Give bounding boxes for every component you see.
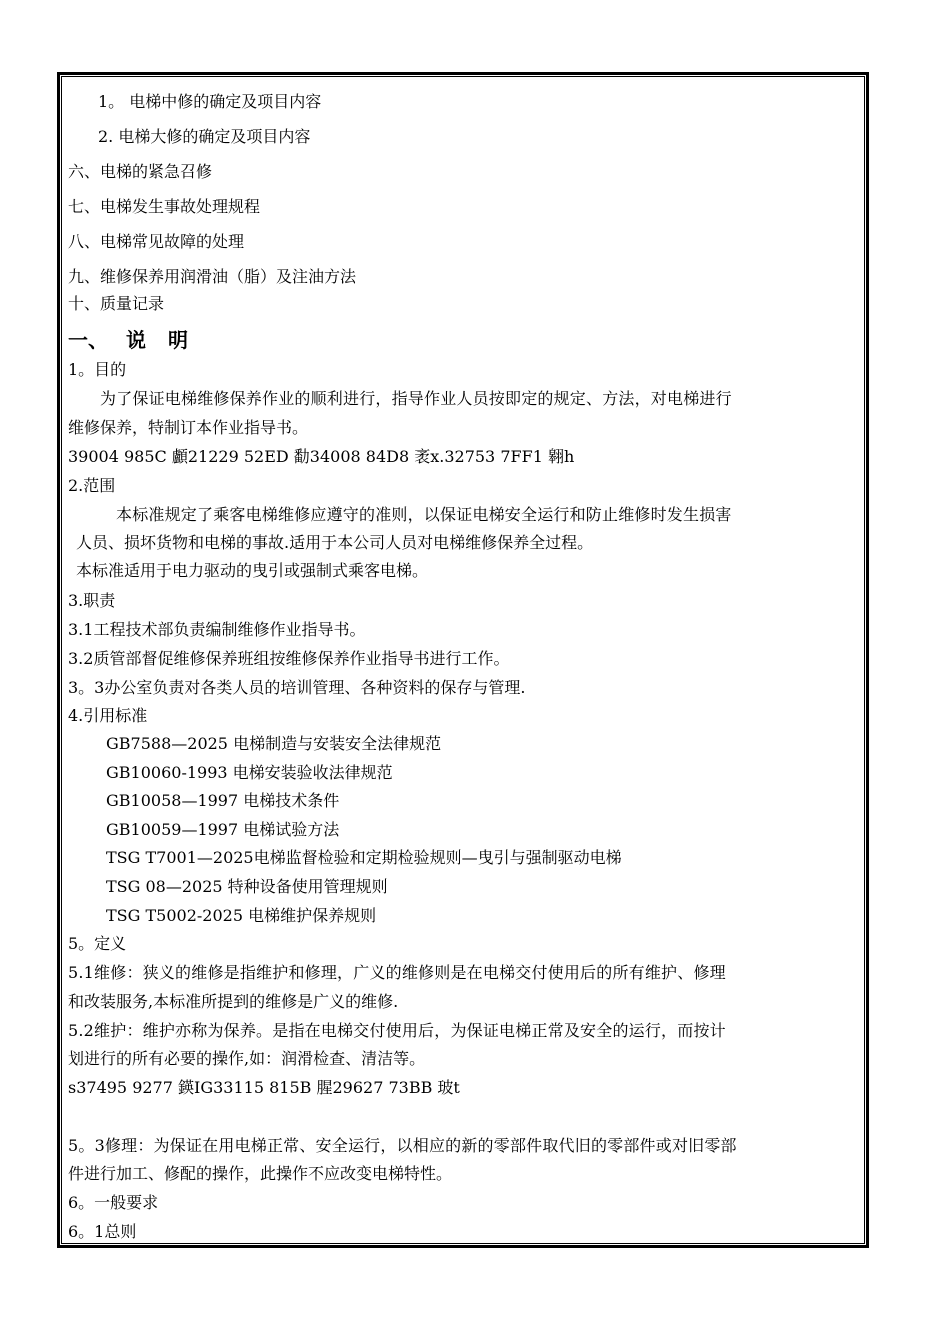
- general-title: 6。一般要求: [68, 1193, 159, 1212]
- ref-item: TSG 08—2025 特种设备使用管理规则: [106, 877, 388, 896]
- def-title: 5。定义: [68, 934, 127, 953]
- duty-item: 3.1工程技术部负责编制维修作业指导书。: [68, 620, 366, 639]
- toc-item: 十、质量记录: [68, 294, 165, 313]
- toc-item: 2. 电梯大修的确定及项目内容: [98, 127, 311, 146]
- ref-item: GB10060-1993 电梯安装验收法律规范: [106, 763, 393, 782]
- duty-item: 3.2质管部督促维修保养班组按维修保养作业指导书进行工作。: [68, 649, 510, 668]
- paragraph-line: 本标准适用于电力驱动的曳引或强制式乘客电梯。: [76, 561, 429, 580]
- paragraph-line: 5.1维修：狭义的维修是指维护和修理，广义的维修则是在电梯交付使用后的所有维护、修理: [68, 963, 726, 982]
- ref-item: TSG T5002-2025 电梯维护保养规则: [106, 906, 377, 925]
- ref-item: TSG T7001—2025电梯监督检验和定期检验规则—曳引与强制驱动电梯: [106, 848, 622, 867]
- paragraph-line: 人员、损坏货物和电梯的事故.适用于本公司人员对电梯维修保养全过程。: [76, 533, 594, 552]
- paragraph-line: 件进行加工、修配的操作，此操作不应改变电梯特性。: [68, 1164, 453, 1183]
- heading-char: 说: [126, 328, 146, 352]
- section-heading: [68, 330, 188, 350]
- scope-title: 2.范围: [68, 476, 116, 495]
- toc-item: 1。 电梯中修的确定及项目内容: [98, 92, 322, 111]
- general-item: 6。1总则: [68, 1222, 137, 1241]
- ref-item: GB10059—1997 电梯试验方法: [106, 820, 340, 839]
- toc-item: 七、电梯发生事故处理规程: [68, 197, 261, 216]
- paragraph-line: 5。3修理：为保证在用电梯正常、安全运行，以相应的新的零部件取代旧的零部件或对旧零部: [68, 1136, 737, 1155]
- toc-item: 九、维修保养用润滑油（脂）及注油方法: [68, 267, 357, 286]
- paragraph-line: 划进行的所有必要的操作,如：润滑检查、清洁等。: [68, 1049, 426, 1068]
- paragraph-line: 本标准规定了乘客电梯维修应遵守的准则，以保证电梯安全运行和防止维修时发生损害: [116, 505, 732, 524]
- ref-item: GB7588—2025 电梯制造与安装安全法律规范: [106, 734, 442, 753]
- ref-item: GB10058—1997 电梯技术条件: [106, 791, 340, 810]
- duty-title: 3.职责: [68, 591, 116, 610]
- ref-title: 4.引用标准: [68, 706, 148, 725]
- noise-line: 39004 985C 顱21229 52ED 勫34008 84D8 袤x.32753 7FF1 翱h: [68, 447, 575, 466]
- paragraph-line: 为了保证电梯维修保养作业的顺利进行，指导作业人员按即定的规定、方法，对电梯进行: [100, 389, 732, 408]
- purpose-title: 1。目的: [68, 360, 127, 379]
- heading-number: 一、: [68, 328, 108, 352]
- noise-line: s37495 9277 鍈IG33115 815B 腥29627 73BB 玻t: [68, 1078, 460, 1097]
- paragraph-line: 5.2维护：维护亦称为保养。是指在电梯交付使用后，为保证电梯正常及安全的运行，而按计: [68, 1021, 726, 1040]
- heading-char: 明: [168, 328, 188, 352]
- paragraph-line: 和改装服务,本标准所提到的维修是广义的维修.: [68, 992, 399, 1011]
- toc-item: 六、电梯的紧急召修: [68, 162, 213, 181]
- duty-item: 3。3办公室负责对各类人员的培训管理、各种资料的保存与管理.: [68, 678, 526, 697]
- paragraph-line: 维修保养，特制订本作业指导书。: [68, 418, 309, 437]
- toc-item: 八、电梯常见故障的处理: [68, 232, 245, 251]
